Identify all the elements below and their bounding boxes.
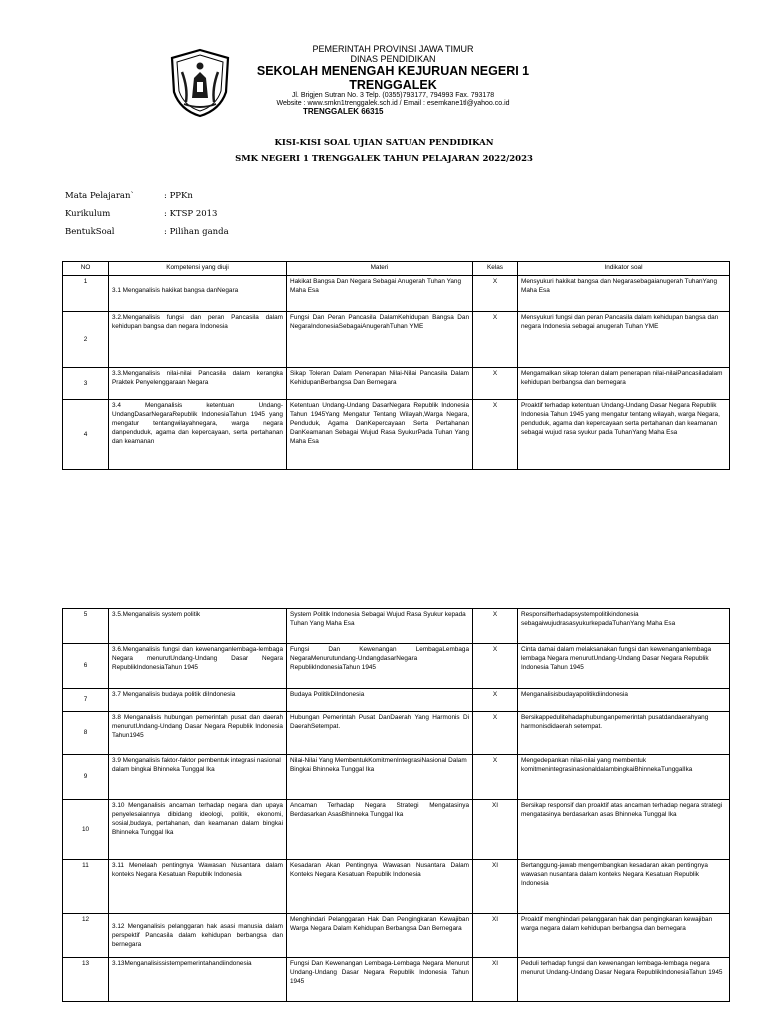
- letterhead-city: TRENGGALEK: [349, 78, 437, 93]
- cell-kompetensi: 3.11 Menelaah pentingnya Wawasan Nusantara dalam konteks Negara Kesatuan Republik Indonesia: [109, 860, 287, 914]
- cell-materi: Hakikat Bangsa Dan Negara Sebagai Anugerah Tuhan Yang Maha Esa: [287, 276, 473, 312]
- table-row: [63, 644, 730, 689]
- table-row: [63, 914, 730, 958]
- cell-no: 11: [63, 860, 109, 914]
- cell-materi: System Politik Indonesia Sebagai Wujud Rasa Syukur kepada Tuhan Yang Maha Esa: [287, 609, 473, 644]
- table-row: [63, 860, 730, 914]
- letterhead-school-name: SEKOLAH MENENGAH KEJURUAN NEGERI 1: [256, 64, 530, 79]
- cell-kelas: X: [473, 276, 518, 312]
- header-materi: Materi: [287, 262, 473, 276]
- cell-materi: Ketentuan Undang-Undang DasarNegara Republik Indonesia Tahun 1945Yang Mengatur Tentang Wilayah,Warga Negara, Penduduk, Agama DanKepercayaan Serta Pertahanan DanKeamanan Sebagai Wujud Rasa SyukurPada Tuhan Yang Maha Esa: [287, 400, 473, 470]
- cell-materi: Nilai-Nilai Yang MembentukKomitmenIntegrasiNasional Dalam Bingkai Bhinneka Tunggal Ika: [287, 755, 473, 800]
- cell-no: 5: [63, 609, 109, 644]
- cell-indikator: Mengedepankan nilai-nilai yang membentuk komitmenintegrasinasionaldalambingkaiBhinnekaTunggalIka: [518, 755, 730, 800]
- table-row: [63, 712, 730, 755]
- cell-indikator: Proaktif menghindari pelanggaran hak dan pengingkaran kewajiban warga negara dalam kehidupan berbangsa dan bernegara: [518, 914, 730, 958]
- cell-materi: Ancaman Terhadap Negara Strategi Mengatasinya Berdasarkan AsasBhinneka Tunggal Ika: [287, 800, 473, 860]
- cell-kompetensi: 3.13Menganalisissistempemerintahandiindonesia: [109, 958, 287, 1002]
- table-header-row: [63, 262, 730, 276]
- cell-kompetensi: 3.9 Menganalisis faktor-faktor pembentuk integrasi nasional dalam bingkai Bhinneka Tunggal Ika: [109, 755, 287, 800]
- header-no: NO: [63, 262, 109, 276]
- table-row: [63, 800, 730, 860]
- grid-table-page2: [62, 608, 730, 1002]
- letterhead-contact: Website : www.smkn1trenggalek.sch.id / Email : esemkane1tl@yahoo.co.id: [276, 99, 510, 107]
- letterhead-government-line: PEMERINTAH PROVINSI JAWA TIMUR: [312, 44, 474, 54]
- cell-no: 3: [63, 368, 109, 400]
- table-row: [63, 958, 730, 1002]
- cell-materi: Menghindari Pelanggaran Hak Dan Pengingkaran Kewajiban Warga Negara Dalam Kehidupan Berbangsa Dan Bernegara: [287, 914, 473, 958]
- cell-indikator: Mensyukuri fungsi dan peran Pancasila dalam kehidupan bangsa dan negara Indonesia sebagai anugerah Tuhan YME: [518, 312, 730, 368]
- cell-kompetensi: 3.7 Menganalisis budaya politik diIndonesia: [109, 689, 287, 712]
- cell-materi: Fungsi Dan Peran Pancasila DalamKehidupan Bangsa Dan NegaraIndonesiaSebagaiAnugerahTuhan YME: [287, 312, 473, 368]
- cell-kelas: XI: [473, 958, 518, 1002]
- table-row: [63, 755, 730, 800]
- cell-materi: Hubungan Pemerintah Pusat DanDaerah Yang Harmonis Di DaerahSetempat.: [287, 712, 473, 755]
- meta-value: : KTSP 2013: [164, 209, 218, 219]
- cell-no: 8: [63, 712, 109, 755]
- letterhead-address: Jl. Brigjen Sutran No. 3 Telp. (0355)793177, 794993 Fax. 793178: [291, 92, 495, 100]
- cell-kelas: X: [473, 312, 518, 368]
- cell-materi: Budaya PolitikDiIndonesia: [287, 689, 473, 712]
- header-indikator: Indikator soal: [518, 262, 730, 276]
- cell-kelas: X: [473, 400, 518, 470]
- header-kompetensi: Kompetensi yang diuji: [109, 262, 287, 276]
- cell-kompetensi: 3.12 Menganalisis pelanggaran hak asasi manusia dalam perspektif Pancasila dalam kehidupan berbangsa dan bernegara: [109, 914, 287, 958]
- table-row: [63, 689, 730, 712]
- table-row: [63, 368, 730, 400]
- cell-kelas: X: [473, 689, 518, 712]
- cell-no: 10: [63, 800, 109, 860]
- letterhead-agency-line: DINAS PENDIDIKAN: [350, 54, 436, 65]
- cell-indikator: Bersikap responsif dan proaktif atas ancaman terhadap negara strategi mengatasinya berdasarkan asas Bhinneka Tunggal Ika: [518, 800, 730, 860]
- cell-kompetensi: 3.3.Menganalisis nilai-nilai Pancasila dalam kerangka Praktek Penyelenggaraan Negara: [109, 368, 287, 400]
- cell-indikator: Mensyukuri hakikat bangsa dan Negarasebagaianugerah TuhanYang Maha Esa: [518, 276, 730, 312]
- cell-no: 1: [63, 276, 109, 312]
- cell-kompetensi: 3.1 Menganalisis hakikat bangsa danNegara: [109, 276, 287, 312]
- header-kelas: Kelas: [473, 262, 518, 276]
- table-row: [63, 609, 730, 644]
- cell-materi: Sikap Toleran Dalam Penerapan Nilai-Nilai Pancasila Dalam KehidupanBerbangsa Dan Bernegara: [287, 368, 473, 400]
- cell-kelas: XI: [473, 914, 518, 958]
- meta-value: : Pilihan ganda: [164, 227, 229, 237]
- table-row: [63, 276, 730, 312]
- cell-no: 12: [63, 914, 109, 958]
- table-row: [63, 400, 730, 470]
- cell-indikator: Cinta damai dalam melaksanakan fungsi dan kewenanganlembaga lembaga Negara menurutUndang-Undang Dasar Negara Republik Indonesia Tahun 1945: [518, 644, 730, 689]
- cell-kelas: X: [473, 755, 518, 800]
- document-subtitle: SMK NEGERI 1 TRENGGALEK TAHUN PELAJARAN 2022/2023: [235, 154, 533, 164]
- letterhead: [160, 44, 545, 122]
- cell-kompetensi: 3.6.Menganalisis fungsi dan kewenanganlembaga-lembaga Negara menurutUndang-Undang Dasar Negara RepublikIndonesiaTahun 1945: [109, 644, 287, 689]
- cell-no: 2: [63, 312, 109, 368]
- cell-indikator: Peduli terhadap fungsi dan kewenangan lembaga-lembaga negara menurut Undang-Undang Dasar Negara RepublikIndonesiaTahun 1945: [518, 958, 730, 1002]
- cell-materi: Fungsi Dan Kewenangan Lembaga-Lembaga Negara Menurut Undang-Undang Dasar Negara Republik Indonesia Tahun 1945: [287, 958, 473, 1002]
- cell-no: 9: [63, 755, 109, 800]
- meta-key: Mata Pelajaran`: [65, 191, 135, 201]
- cell-kompetensi: 3.2.Menganalisis fungsi dan peran Pancasila dalam kehidupan bangsa dan negara Indonesia: [109, 312, 287, 368]
- cell-no: 7: [63, 689, 109, 712]
- meta-key: Kurikulum: [65, 209, 111, 219]
- cell-kompetensi: 3.5.Menganalisis system politik: [109, 609, 287, 644]
- cell-kompetensi: 3.4 Menganalisis ketentuan Undang-UndangDasarNegaraRepublik IndonesiaTahun 1945 yang mengatur tentangwilayahnegara, warga negara danpenduduk, agama dan kepercayaan, serta pertahanan dan keamanan: [109, 400, 287, 470]
- cell-kelas: XI: [473, 800, 518, 860]
- cell-kompetensi: 3.10 Menganalisis ancaman terhadap negara dan upaya penyelesaiannya dibidang ideologi, politik, ekonomi, sosial,budaya, pertahanan, dan keamanan dalam bingkai Bhinneka Tunggal Ika: [109, 800, 287, 860]
- cell-materi: Fungsi Dan Kewenangan LembagaLembaga NegaraMenurutundang-UndangdasarNegara RepublikIndonesiaTahun 1945: [287, 644, 473, 689]
- cell-kelas: X: [473, 368, 518, 400]
- cell-kelas: X: [473, 712, 518, 755]
- cell-indikator: Mengamalkan sikap toleran dalam penerapan nilai-nilaiPancasiladalam kehidupan berbangsa dan bernegara: [518, 368, 730, 400]
- document-title: KISI-KISI SOAL UJIAN SATUAN PENDIDIKAN: [274, 138, 494, 148]
- province-emblem-logo: [168, 48, 232, 118]
- table-row: [63, 312, 730, 368]
- cell-indikator: Proaktif terhadap ketentuan Undang-Undang Dasar Negara Republik Indonesia Tahun 1945 yang mengatur tentang wilayah, warga Negara, penduduk, agama dan kepercayaan serta pertahanan dan keamanan sebagai wujud rasa syukur pada TuhanYang Maha Esa: [518, 400, 730, 470]
- cell-indikator: Responsifterhadapsystempolitikindonesia sebagaiwujudrasasyukurkepadaTuhanYang Maha Esa: [518, 609, 730, 644]
- grid-table-page1: [62, 261, 730, 470]
- cell-indikator: Bersikappedulitehadaphubunganpemerintah pusatdandaerahyang harmonisdidaerah setempat.: [518, 712, 730, 755]
- letterhead-postcode: TRENGGALEK 66315: [303, 106, 384, 116]
- cell-indikator: Bertanggung-jawab mengembangkan kesadaran akan pentingnya wawasan nusantara dalam konteks Negara Kesatuan Republik Indonesia: [518, 860, 730, 914]
- cell-no: 4: [63, 400, 109, 470]
- cell-kelas: XI: [473, 860, 518, 914]
- cell-indikator: Menganalisisbudayapolitikdiindonesia: [518, 689, 730, 712]
- meta-key: BentukSoal: [65, 227, 115, 237]
- cell-kompetensi: 3.8 Menganalisis hubungan pemerintah pusat dan daerah menurutUndang-Undang Dasar Negara Republik Indonesia Tahun1945: [109, 712, 287, 755]
- cell-kelas: X: [473, 609, 518, 644]
- meta-value: : PPKn: [164, 191, 193, 201]
- cell-no: 6: [63, 644, 109, 689]
- cell-kelas: X: [473, 644, 518, 689]
- cell-no: 13: [63, 958, 109, 1002]
- cell-materi: Kesadaran Akan Pentingnya Wawasan Nusantara Dalam Konteks Negara Kesatuan Republik Indonesia: [287, 860, 473, 914]
